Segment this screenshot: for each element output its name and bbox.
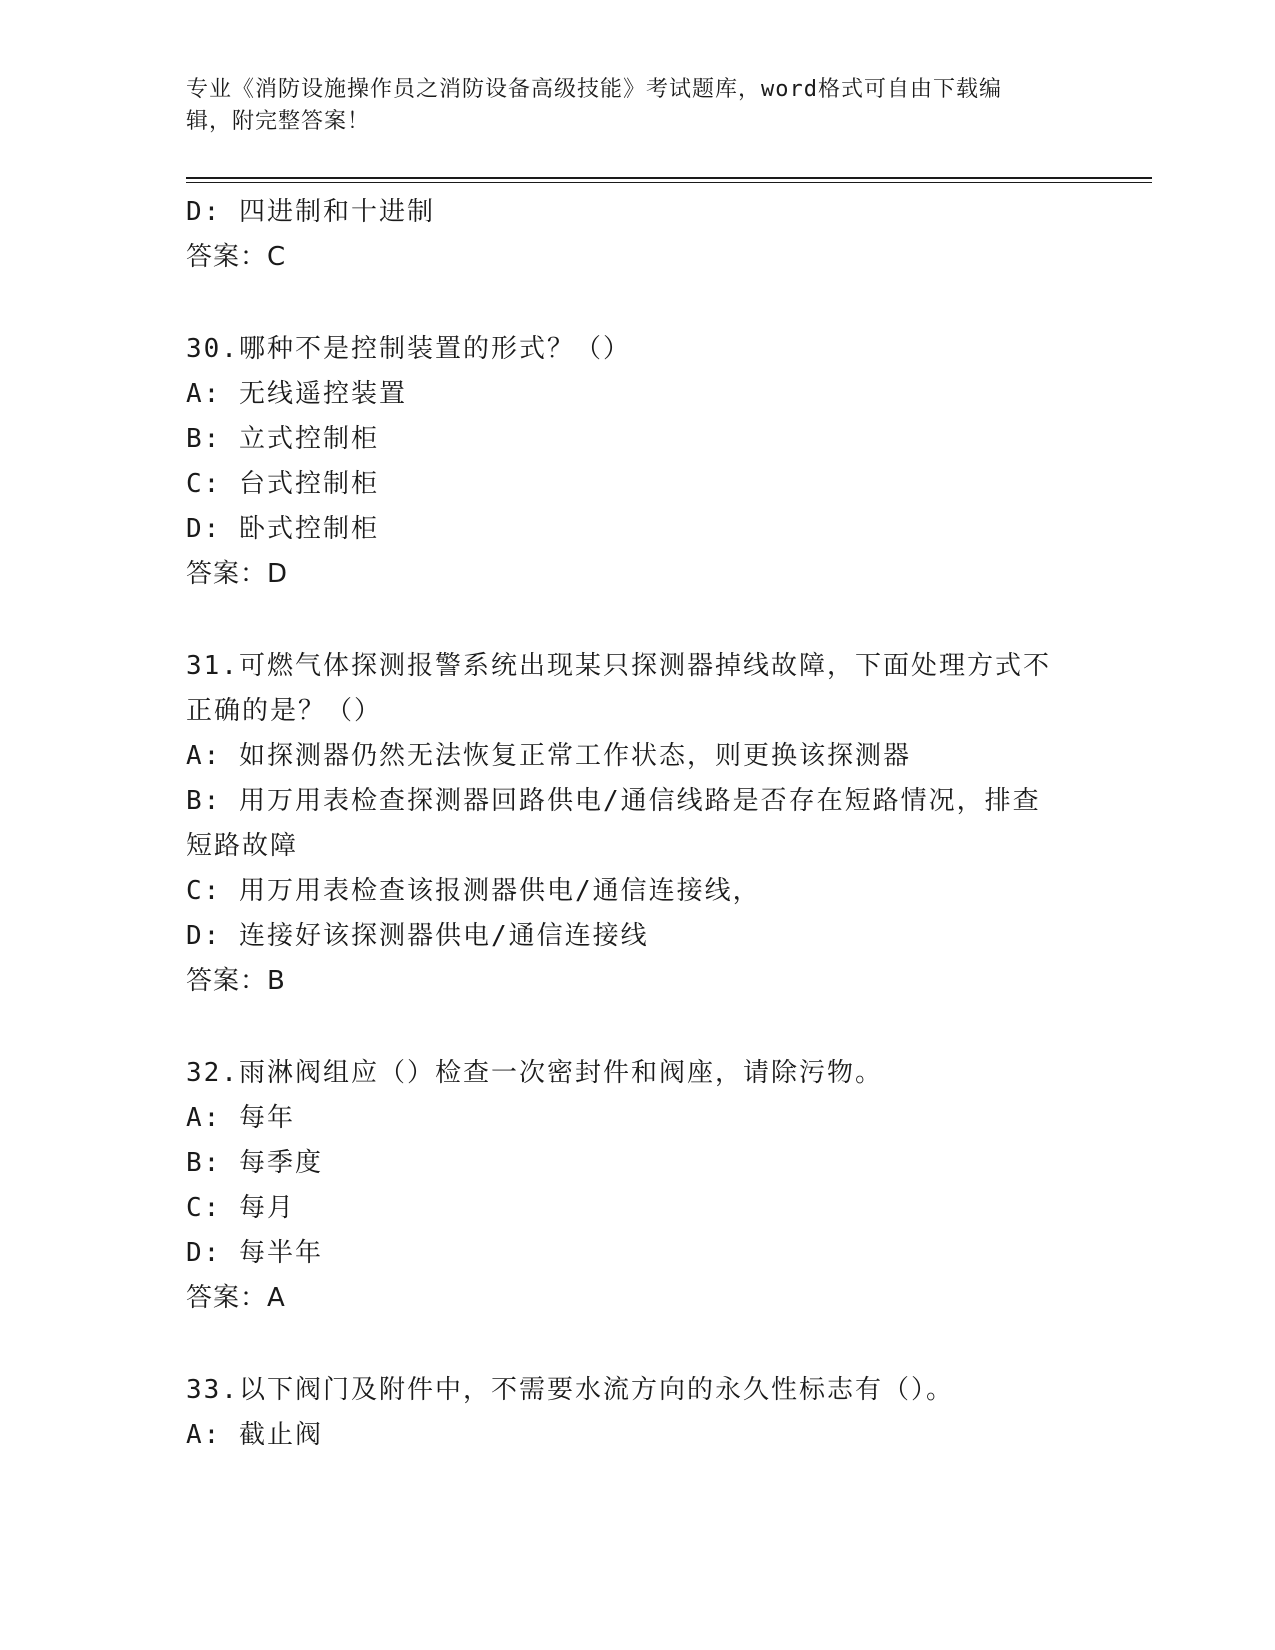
option-b: B: 每季度 xyxy=(186,1148,323,1178)
answer: 答案：D xyxy=(186,559,289,589)
header-line-1: 专业《消防设施操作员之消防设备高级技能》考试题库，word格式可自由下载编 xyxy=(186,77,1002,102)
question-stem: 33.以下阀门及附件中，不需要水流方向的永久性标志有（）。 xyxy=(186,1375,954,1405)
question-31 xyxy=(186,644,1086,1004)
option-d: D: 四进制和十进制 xyxy=(186,197,435,227)
question-30 xyxy=(186,327,1086,597)
question-list xyxy=(186,190,1086,1458)
question-29-tail xyxy=(186,190,1086,280)
option-d: D: 卧式控制柜 xyxy=(186,514,379,544)
option-a: A: 如探测器仍然无法恢复正常工作状态，则更换该探测器 xyxy=(186,741,911,771)
option-c: C: 每月 xyxy=(186,1193,295,1223)
option-b: B: 用万用表检查探测器回路供电/通信线路是否存在短路情况，排查 xyxy=(186,786,1041,816)
option-a: A: 截止阀 xyxy=(186,1420,323,1450)
option-c: C: 用万用表检查该报测器供电/通信连接线， xyxy=(186,876,761,906)
question-33 xyxy=(186,1368,1086,1458)
option-a: A: 无线遥控装置 xyxy=(186,379,407,409)
question-stem-line-2: 正确的是？（） xyxy=(186,696,383,726)
option-d: D: 连接好该探测器供电/通信连接线 xyxy=(186,921,649,951)
header-divider-thin xyxy=(186,182,1152,183)
option-c: C: 台式控制柜 xyxy=(186,469,379,499)
question-stem-line-1: 31.可燃气体探测报警系统出现某只探测器掉线故障，下面处理方式不 xyxy=(186,651,1051,681)
document-header xyxy=(186,74,1066,138)
option-a: A: 每年 xyxy=(186,1103,295,1133)
header-divider-thick xyxy=(186,177,1152,179)
answer: 答案：B xyxy=(186,966,286,996)
answer: 答案：C xyxy=(186,242,287,272)
question-stem: 30.哪种不是控制装置的形式？（） xyxy=(186,334,631,364)
header-line-2: 辑，附完整答案！ xyxy=(186,109,371,134)
option-d: D: 每半年 xyxy=(186,1238,323,1268)
option-b: B: 立式控制柜 xyxy=(186,424,379,454)
option-b-continued: 短路故障 xyxy=(186,831,299,861)
answer: 答案：A xyxy=(186,1283,286,1313)
question-32 xyxy=(186,1051,1086,1321)
question-stem: 32.雨淋阀组应（）检查一次密封件和阀座，请除污物。 xyxy=(186,1058,883,1088)
